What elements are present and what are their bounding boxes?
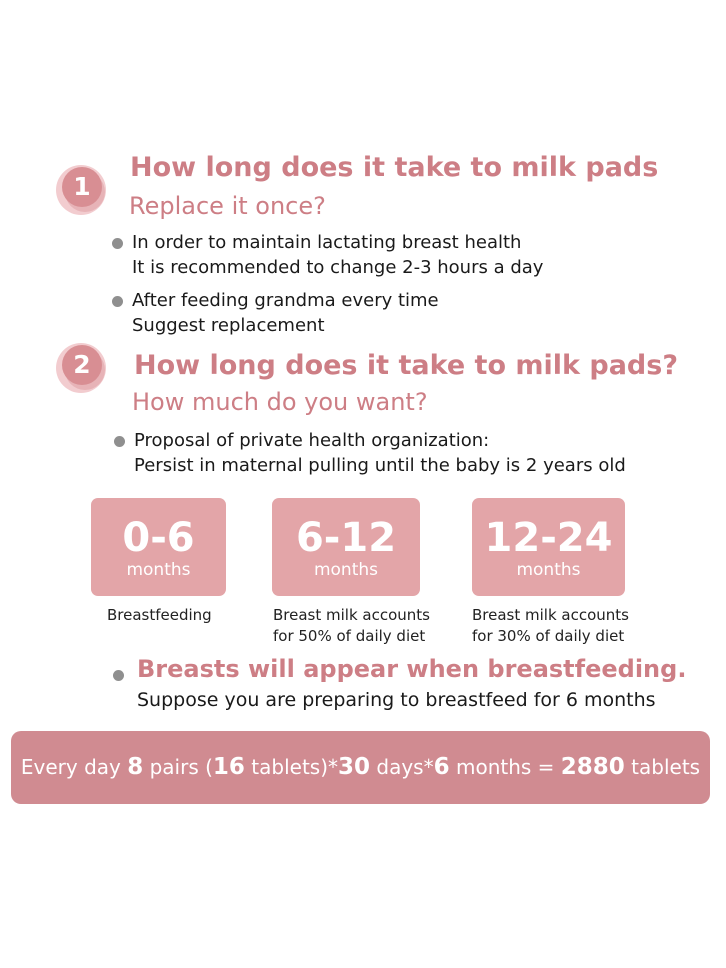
formula-text: Every day [20,755,128,779]
bullet-dot-icon [113,670,124,681]
formula-text: months = [449,755,561,779]
step-number: 2 [73,350,91,379]
bullet-line: Persist in maternal pulling until the baby is 2 years old [134,455,626,476]
summary-title: Breasts will appear when breastfeeding. [137,655,687,683]
stage-unit: months [313,560,379,580]
section-2-title: How long does it take to milk pads? [134,350,678,381]
pairs-per-day: 8 [127,754,144,780]
step-number: 1 [73,172,91,201]
bullet-dot-icon [112,296,123,307]
stage-box-6-12 [272,498,420,596]
calculation-banner [11,731,710,804]
bullet-line: Proposal of private health organization: [134,430,490,451]
step-2-badge [56,343,110,397]
formula-text: tablets [624,755,701,779]
months-count: 6 [433,754,450,780]
stage-caption-12-24: Breast milk accounts for 30% of daily diet [472,606,629,645]
stage-range: 0-6 [122,515,195,561]
formula-text: days* [370,755,434,779]
stage-range: 12-24 [484,515,613,561]
bullet-dot-icon [114,436,125,447]
stage-caption-6-12: Breast milk accounts for 50% of daily diet [273,606,430,645]
bullet-dot-icon [112,238,123,249]
bullet-line: After feeding grandma every time [132,290,439,311]
tablets-per-day: 16 [212,754,245,780]
days-count: 30 [338,754,371,780]
bullet-line: It is recommended to change 2-3 hours a day [132,257,544,278]
section-1-title: How long does it take to milk pads [130,152,659,183]
total-tablets: 2880 [560,754,625,780]
stage-box-12-24 [472,498,625,596]
stage-caption-0-6: Breastfeeding [107,606,212,624]
formula-text: tablets)* [244,755,339,779]
summary-subtitle: Suppose you are preparing to breastfeed for 6 months [137,689,656,711]
formula-text: pairs ( [143,755,213,779]
section-1-subtitle: Replace it once? [129,192,326,220]
stage-unit: months [516,560,581,580]
section-2-subtitle: How much do you want? [132,388,428,416]
stage-unit: months [126,560,191,580]
step-1-badge [56,165,110,219]
stage-box-0-6 [91,498,226,596]
bullet-line: Suggest replacement [132,315,325,336]
stage-range: 6-12 [295,515,397,561]
bullet-line: In order to maintain lactating breast health [132,232,522,253]
